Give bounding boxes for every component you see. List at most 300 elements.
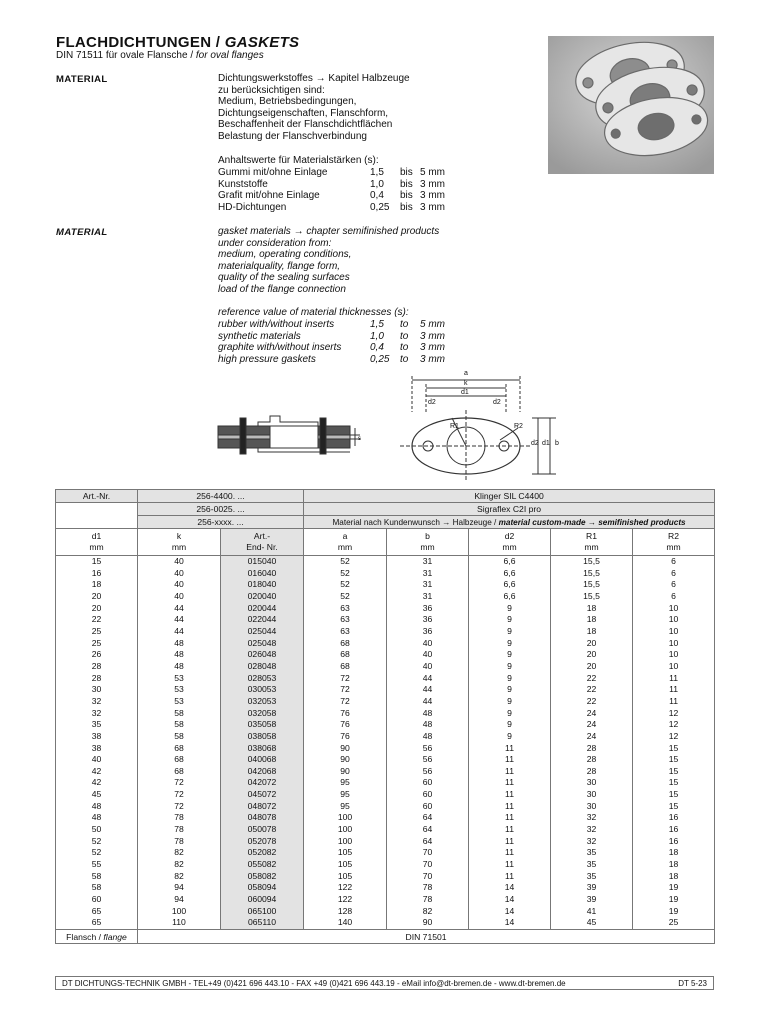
table-cell: 95 <box>304 777 387 789</box>
table-cell: 065110 <box>221 917 304 929</box>
table-cell: 40 <box>56 754 138 766</box>
thickness-row: Gummi mit/ohne Einlage 1,5 bis 5 mm <box>218 167 445 178</box>
table-cell: 19 <box>633 882 715 894</box>
table-cell: 100 <box>304 824 387 836</box>
table-cell: 10 <box>633 603 715 615</box>
table-row <box>56 789 715 801</box>
table-cell: 52 <box>304 568 387 580</box>
table-cell: 15,5 <box>551 556 633 568</box>
table-cell: 22 <box>551 696 633 708</box>
table-cell: 48 <box>138 661 221 673</box>
table-cell: 11 <box>469 789 551 801</box>
thickness-row: graphite with/without inserts 0,4 to 3 mm <box>218 342 445 354</box>
table-cell: 53 <box>138 684 221 696</box>
table-cell: 56 <box>387 743 469 755</box>
table-cell: 11 <box>469 754 551 766</box>
table-cell: 18 <box>633 847 715 859</box>
column-name: R2 <box>668 531 680 541</box>
table-cell: 030053 <box>221 684 304 696</box>
table-cell: 68 <box>138 766 221 778</box>
table-cell: 6 <box>633 591 715 603</box>
table-row <box>56 731 715 743</box>
flange-cross-section <box>218 416 360 454</box>
table-row <box>56 917 715 929</box>
table-cell: 65 <box>56 906 138 918</box>
flange-label: Flansch / flange <box>56 930 138 944</box>
table-cell: 64 <box>387 812 469 824</box>
table-cell: 042072 <box>221 777 304 789</box>
table-cell: 15 <box>633 754 715 766</box>
table-cell: 032053 <box>221 696 304 708</box>
table-cell: 105 <box>304 871 387 883</box>
label-s: s <box>358 436 361 442</box>
table-cell: 100 <box>304 836 387 848</box>
table-cell: 53 <box>138 673 221 685</box>
table-cell: 44 <box>138 614 221 626</box>
table-row <box>56 824 715 836</box>
table-cell: 52 <box>304 556 387 568</box>
page-subtitle <box>56 50 264 61</box>
table-row <box>56 591 715 603</box>
table-cell: 24 <box>551 708 633 720</box>
table-cell: 048072 <box>221 801 304 813</box>
thickness-table-de <box>218 167 445 213</box>
material-line: Beschaffenheit der Flanschdichtflächen <box>218 119 393 131</box>
table-cell: 11 <box>469 812 551 824</box>
page-number: DT 5-23 <box>678 979 707 988</box>
table-cell: 9 <box>469 731 551 743</box>
table-cell: 90 <box>304 754 387 766</box>
table-cell: 052078 <box>221 836 304 848</box>
table-row <box>56 556 715 568</box>
table-cell: 11 <box>633 696 715 708</box>
table-cell: 052082 <box>221 847 304 859</box>
gasket-photo <box>548 36 714 174</box>
table-cell: 70 <box>387 847 469 859</box>
gasket-plan-view <box>400 376 556 482</box>
table-cell: 11 <box>469 801 551 813</box>
table-cell: 40 <box>138 591 221 603</box>
table-cell: 026048 <box>221 649 304 661</box>
material-line: materialquality, flange form, <box>218 260 341 272</box>
column-name: d1 <box>91 531 102 541</box>
table-cell: 16 <box>633 812 715 824</box>
table-cell: 40 <box>138 556 221 568</box>
art-label: Art.-Nr. <box>56 490 138 503</box>
table-cell: 30 <box>56 684 138 696</box>
table-cell: 56 <box>387 754 469 766</box>
table-cell: 032058 <box>221 708 304 720</box>
table-body <box>56 556 715 930</box>
table-cell: 6 <box>633 568 715 580</box>
table-cell: 11 <box>469 836 551 848</box>
subtitle-de: DIN 71511 für ovale Flansche / <box>56 50 194 61</box>
column-name: d2 <box>504 531 515 541</box>
table-cell: 25 <box>56 626 138 638</box>
column-unit: mm <box>420 542 435 552</box>
table-cell: 31 <box>387 579 469 591</box>
table-cell: 25 <box>633 917 715 929</box>
label-d2-left: d2 <box>428 399 436 406</box>
table-cell: 44 <box>387 673 469 685</box>
table-cell: 55 <box>56 859 138 871</box>
table-cell: 78 <box>138 836 221 848</box>
table-cell: 10 <box>633 626 715 638</box>
table-cell: 35 <box>551 859 633 871</box>
column-unit: mm <box>584 542 599 552</box>
table-cell: 9 <box>469 603 551 615</box>
table-cell: 72 <box>138 789 221 801</box>
page-title <box>56 34 299 51</box>
table-cell: 48 <box>56 812 138 824</box>
table-cell: 30 <box>551 789 633 801</box>
table-cell: 68 <box>138 743 221 755</box>
material-label-en: MATERIAL <box>56 227 108 238</box>
label-R2: R2 <box>514 423 523 430</box>
table-cell: 15 <box>633 789 715 801</box>
table-cell: 52 <box>304 579 387 591</box>
table-cell: 128 <box>304 906 387 918</box>
table-row <box>56 871 715 883</box>
table-cell: 58 <box>56 882 138 894</box>
table-row <box>56 812 715 824</box>
material-line: quality of the sealing surfaces <box>218 272 350 284</box>
table-cell: 025048 <box>221 638 304 650</box>
table-cell: 9 <box>469 708 551 720</box>
column-name: a <box>342 531 348 541</box>
table-cell: 10 <box>633 649 715 661</box>
thickness-row: HD-Dichtungen 0,25 bis 3 mm <box>218 201 445 213</box>
table-cell: 20 <box>551 649 633 661</box>
table-row <box>56 754 715 766</box>
table-cell: 020044 <box>221 603 304 615</box>
column-header-cell <box>56 529 138 556</box>
table-cell: 19 <box>633 906 715 918</box>
table-cell: 48 <box>138 638 221 650</box>
subtitle-en: for oval flanges <box>195 50 264 61</box>
table-row <box>56 673 715 685</box>
table-cell: 11 <box>469 871 551 883</box>
table-cell: 35 <box>551 871 633 883</box>
table-cell: 20 <box>551 638 633 650</box>
table-cell: 065100 <box>221 906 304 918</box>
table-cell: 38 <box>56 731 138 743</box>
table-cell: 45 <box>56 789 138 801</box>
table-cell: 28 <box>56 673 138 685</box>
table-cell: 45 <box>551 917 633 929</box>
table-cell: 016040 <box>221 568 304 580</box>
table-cell: 82 <box>138 847 221 859</box>
table-cell: 12 <box>633 708 715 720</box>
table-cell: 18 <box>551 603 633 615</box>
table-row <box>56 603 715 615</box>
table-cell: 31 <box>387 568 469 580</box>
table-cell: 015040 <box>221 556 304 568</box>
table-cell: 72 <box>304 673 387 685</box>
table-cell: 44 <box>138 626 221 638</box>
table-row <box>56 836 715 848</box>
table-cell: 6,6 <box>469 556 551 568</box>
table-cell: 15,5 <box>551 568 633 580</box>
column-header-cell <box>551 529 633 556</box>
table-cell: 060094 <box>221 894 304 906</box>
table-row <box>56 614 715 626</box>
table-cell: 18 <box>551 626 633 638</box>
table-cell: 40 <box>387 661 469 673</box>
table-cell: 9 <box>469 673 551 685</box>
table-cell: 32 <box>56 696 138 708</box>
material-line: gasket materials → chapter semifinished products <box>218 226 440 237</box>
table-cell: 44 <box>387 684 469 696</box>
table-cell: 68 <box>304 638 387 650</box>
label-d2-right: d2 <box>493 399 501 406</box>
flange-standard: DIN 71501 <box>138 930 715 944</box>
table-cell: 76 <box>304 708 387 720</box>
label-a: a <box>464 370 468 377</box>
table-cell: 15 <box>633 801 715 813</box>
material-line: Dichtungswerkstoffes → Kapitel Halbzeuge <box>218 73 410 84</box>
table-cell: 028053 <box>221 673 304 685</box>
material-line: under consideration from: <box>218 237 332 249</box>
table-cell: 122 <box>304 882 387 894</box>
table-cell: 48 <box>138 649 221 661</box>
material-line: Medium, Betriebsbedingungen, <box>218 96 357 108</box>
table-row <box>56 661 715 673</box>
table-cell: 020040 <box>221 591 304 603</box>
table-row <box>56 859 715 871</box>
table-cell: 15,5 <box>551 579 633 591</box>
table-cell: 39 <box>551 882 633 894</box>
material-label-de: MATERIAL <box>56 74 108 85</box>
table-cell: 60 <box>387 777 469 789</box>
table-row <box>56 847 715 859</box>
column-header-cell <box>469 529 551 556</box>
table-cell: 110 <box>138 917 221 929</box>
table-row <box>56 882 715 894</box>
article-code: 256-xxxx. ... <box>138 516 304 529</box>
table-cell: 11 <box>469 859 551 871</box>
table-cell: 58 <box>138 708 221 720</box>
table-cell: 20 <box>56 603 138 615</box>
article-row <box>56 490 715 503</box>
table-cell: 31 <box>387 556 469 568</box>
table-cell: 58 <box>138 719 221 731</box>
column-unit: mm <box>502 542 517 552</box>
table-cell: 44 <box>138 603 221 615</box>
table-cell: 60 <box>56 894 138 906</box>
label-k: k <box>464 380 468 387</box>
article-code: 256-4400. ... <box>138 490 304 503</box>
title-de: FLACHDICHTUNGEN / <box>56 34 221 51</box>
table-cell: 9 <box>469 626 551 638</box>
label-R1: R1 <box>450 423 459 430</box>
thickness-table-en <box>218 319 445 365</box>
table-row <box>56 766 715 778</box>
table-cell: 70 <box>387 859 469 871</box>
table-cell: 40 <box>138 568 221 580</box>
table-cell: 28 <box>551 766 633 778</box>
table-row <box>56 626 715 638</box>
table-cell: 78 <box>138 824 221 836</box>
table-row <box>56 894 715 906</box>
table-cell: 140 <box>304 917 387 929</box>
material-line: Belastung der Flanschverbindung <box>218 130 367 142</box>
column-name: R1 <box>586 531 598 541</box>
table-cell: 040068 <box>221 754 304 766</box>
table-cell: 38 <box>56 743 138 755</box>
table-cell: 41 <box>551 906 633 918</box>
table-cell: 20 <box>56 591 138 603</box>
table-cell: 10 <box>633 614 715 626</box>
table-cell: 9 <box>469 719 551 731</box>
table-cell: 90 <box>304 743 387 755</box>
column-unit: mm <box>171 542 187 552</box>
table-cell: 18 <box>633 871 715 883</box>
table-cell: 63 <box>304 603 387 615</box>
table-cell: 48 <box>387 731 469 743</box>
table-cell: 63 <box>304 626 387 638</box>
material-line: zu berücksichtigen sind: <box>218 84 325 96</box>
table-cell: 035058 <box>221 719 304 731</box>
table-cell: 058082 <box>221 871 304 883</box>
thickness-row: high pressure gaskets 0,25 to 3 mm <box>218 353 445 365</box>
table-cell: 72 <box>304 696 387 708</box>
table-cell: 42 <box>56 777 138 789</box>
table-cell: 68 <box>138 754 221 766</box>
table-cell: 35 <box>551 847 633 859</box>
table-cell: 32 <box>551 824 633 836</box>
table-cell: 6 <box>633 579 715 591</box>
table-cell: 24 <box>551 731 633 743</box>
table-cell: 94 <box>138 882 221 894</box>
table-cell: 52 <box>56 836 138 848</box>
table-cell: 72 <box>304 684 387 696</box>
table-cell: 30 <box>551 777 633 789</box>
table-cell: 24 <box>551 719 633 731</box>
table-row <box>56 777 715 789</box>
article-code: 256-0025. ... <box>138 503 304 516</box>
table-cell: 36 <box>387 614 469 626</box>
gasket-photo-illustration <box>548 36 714 174</box>
table-cell: 40 <box>387 649 469 661</box>
column-header-cell <box>633 529 715 556</box>
table-row <box>56 696 715 708</box>
table-cell: 22 <box>551 684 633 696</box>
table-row <box>56 579 715 591</box>
table-cell: 90 <box>304 766 387 778</box>
table-cell: 050078 <box>221 824 304 836</box>
table-cell: 60 <box>387 789 469 801</box>
table-cell: 058094 <box>221 882 304 894</box>
table-cell: 6,6 <box>469 579 551 591</box>
table-cell: 14 <box>469 882 551 894</box>
flange-row <box>56 930 715 944</box>
table-row <box>56 719 715 731</box>
column-header <box>56 529 715 556</box>
table-cell: 11 <box>469 766 551 778</box>
table-cell: 82 <box>387 906 469 918</box>
table-cell: 48 <box>387 719 469 731</box>
table-cell: 028048 <box>221 661 304 673</box>
thickness-row: rubber with/without inserts 1,5 to 5 mm <box>218 319 445 330</box>
thickness-row: Kunststoffe 1,0 bis 3 mm <box>218 178 445 190</box>
article-material: Klinger SIL C4400 <box>304 490 715 503</box>
table-cell: 68 <box>304 661 387 673</box>
table-cell: 100 <box>138 906 221 918</box>
column-name: k <box>176 531 182 541</box>
table-cell: 32 <box>551 836 633 848</box>
article-row <box>56 516 715 529</box>
table-cell: 9 <box>469 696 551 708</box>
table-cell: 72 <box>138 777 221 789</box>
column-header-cell <box>138 529 221 556</box>
table-cell: 31 <box>387 591 469 603</box>
table-cell: 12 <box>633 719 715 731</box>
table-cell: 9 <box>469 684 551 696</box>
table-cell: 65 <box>56 917 138 929</box>
material-line: Dichtungseigenschaften, Flanschform, <box>218 107 389 119</box>
table-cell: 122 <box>304 894 387 906</box>
column-name: b <box>425 531 430 541</box>
table-cell: 58 <box>138 731 221 743</box>
table-cell: 63 <box>304 614 387 626</box>
table-cell: 14 <box>469 917 551 929</box>
table-cell: 11 <box>469 847 551 859</box>
table-cell: 15 <box>633 777 715 789</box>
table-cell: 44 <box>387 696 469 708</box>
table-cell: 16 <box>56 568 138 580</box>
table-cell: 12 <box>633 731 715 743</box>
table-cell: 32 <box>56 708 138 720</box>
article-material: Sigraflex C2I pro <box>304 503 715 516</box>
table-row <box>56 649 715 661</box>
table-cell: 95 <box>304 801 387 813</box>
table-cell: 18 <box>633 859 715 871</box>
page-footer <box>55 976 714 990</box>
column-unit: End- Nr. <box>246 542 278 552</box>
table-cell: 11 <box>469 824 551 836</box>
table-cell: 48 <box>56 801 138 813</box>
table-cell: 14 <box>469 906 551 918</box>
table-cell: 72 <box>138 801 221 813</box>
table-cell: 025044 <box>221 626 304 638</box>
gasket-drawing <box>200 366 580 484</box>
table-cell: 11 <box>469 743 551 755</box>
table-cell: 32 <box>551 812 633 824</box>
material-text-de <box>218 73 410 143</box>
table-cell: 39 <box>551 894 633 906</box>
table-cell: 10 <box>633 638 715 650</box>
column-unit: mm <box>89 542 104 552</box>
table-cell: 14 <box>469 894 551 906</box>
table-cell: 40 <box>138 579 221 591</box>
table-cell: 055082 <box>221 859 304 871</box>
article-material: Material nach Kundenwunsch → Halbzeuge / material custom-made → semifinished products <box>304 516 715 529</box>
table-cell: 78 <box>387 882 469 894</box>
material-text-en <box>218 226 439 296</box>
article-header <box>56 490 715 529</box>
table-cell: 15 <box>633 743 715 755</box>
table-cell: 25 <box>56 638 138 650</box>
column-name: Art.- <box>253 531 271 541</box>
table-cell: 105 <box>304 847 387 859</box>
label-d2-vertical: d2 <box>531 440 539 447</box>
table-row <box>56 906 715 918</box>
table-cell: 15 <box>633 766 715 778</box>
table-cell: 038068 <box>221 743 304 755</box>
table-cell: 9 <box>469 649 551 661</box>
table-cell: 9 <box>469 614 551 626</box>
